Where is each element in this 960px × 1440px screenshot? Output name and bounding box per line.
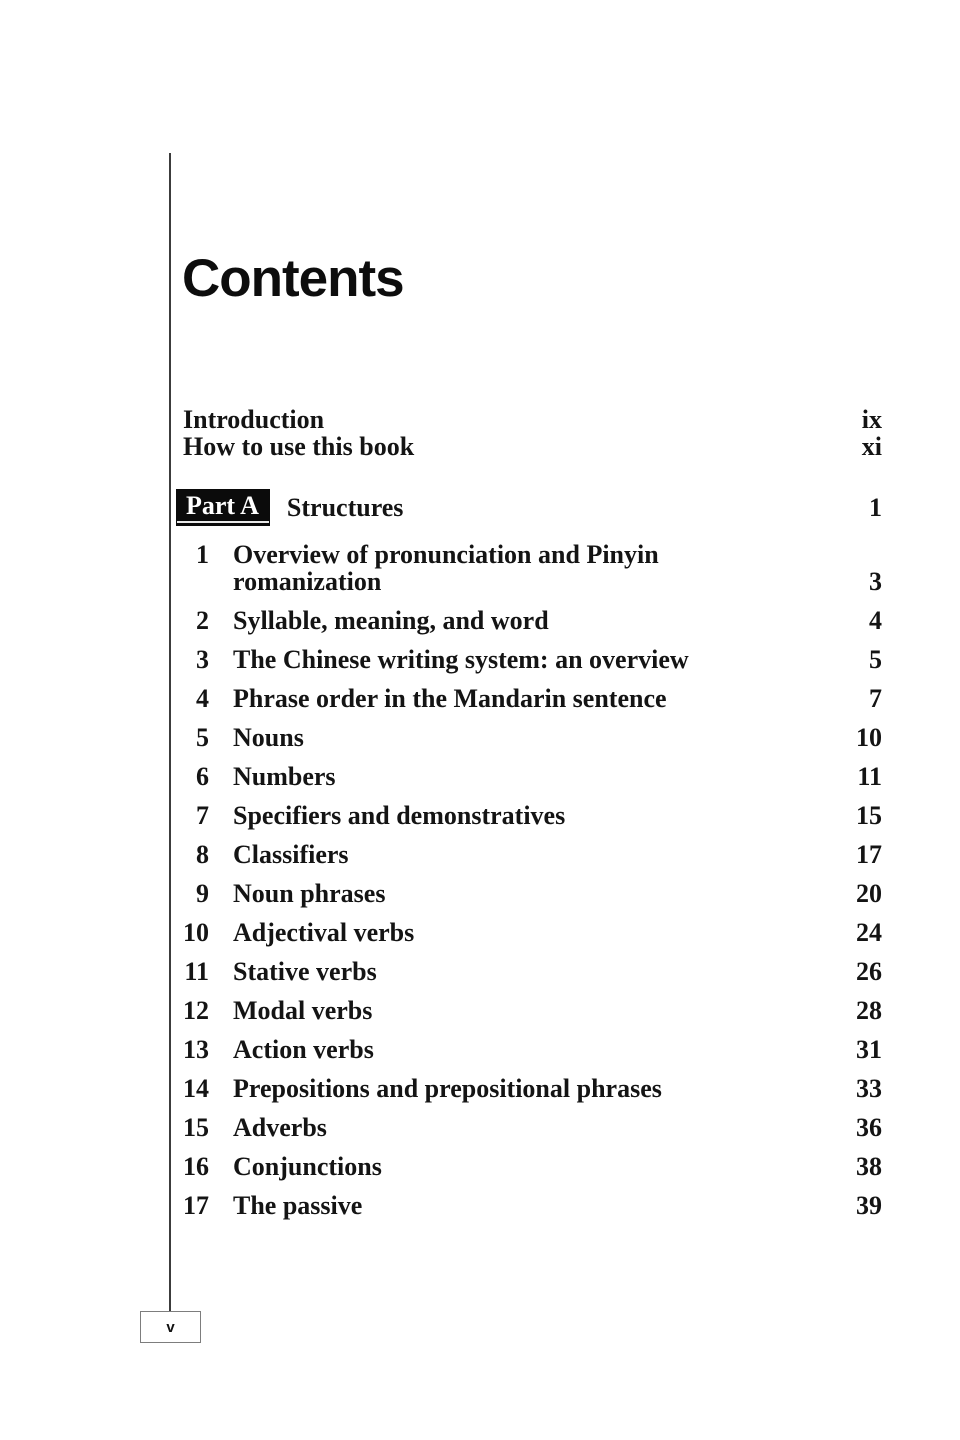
chapter-title: Overview of pronunciation and Pinyin romanization: [233, 540, 659, 596]
chapter-page-number: 7: [869, 684, 882, 713]
chapter-title: Classifiers: [233, 840, 349, 869]
front-matter-label: Introduction: [183, 405, 325, 434]
chapter-number: 9: [196, 879, 209, 908]
chapter-title: Numbers: [233, 762, 336, 791]
chapter-number: 3: [196, 645, 209, 674]
chapter-row: [183, 685, 882, 712]
chapter-page-number: 3: [869, 567, 882, 596]
chapter-title: Modal verbs: [233, 996, 373, 1025]
chapter-number: 5: [196, 723, 209, 752]
chapter-row: [183, 541, 882, 595]
chapter-page-number: 24: [856, 918, 882, 947]
folio-number: v: [166, 1318, 175, 1336]
chapter-page-number: 36: [856, 1113, 882, 1142]
chapter-row: [183, 802, 882, 829]
chapter-title: Specifiers and demonstratives: [233, 801, 566, 830]
chapter-number: 15: [183, 1113, 209, 1142]
chapter-number: 4: [196, 684, 209, 713]
chapter-row: [183, 919, 882, 946]
front-matter-row: [183, 433, 882, 460]
chapter-page-number: 38: [856, 1152, 882, 1181]
chapter-row: [183, 1075, 882, 1102]
margin-rule: [169, 153, 171, 1311]
chapter-title: Nouns: [233, 723, 304, 752]
chapter-page-number: 39: [856, 1191, 882, 1220]
front-matter-page-number: ix: [861, 405, 882, 434]
chapter-row: [183, 607, 882, 634]
chapter-number: 11: [184, 957, 209, 986]
chapter-number: 10: [183, 918, 209, 947]
chapter-row: [183, 958, 882, 985]
chapter-list: [183, 541, 882, 1231]
part-heading-row: [176, 489, 882, 526]
chapter-title: The passive: [233, 1191, 363, 1220]
chapter-page-number: 20: [856, 879, 882, 908]
chapter-title: Conjunctions: [233, 1152, 382, 1181]
chapter-title: Phrase order in the Mandarin sentence: [233, 684, 667, 713]
chapter-row: [183, 1153, 882, 1180]
chapter-row: [183, 1114, 882, 1141]
chapter-page-number: 17: [856, 840, 882, 869]
part-badge: Part A: [176, 489, 270, 526]
page-title: Contents: [182, 249, 404, 308]
chapter-page-number: 10: [856, 723, 882, 752]
chapter-page-number: 28: [856, 996, 882, 1025]
chapter-page-number: 4: [869, 606, 882, 635]
chapter-page-number: 33: [856, 1074, 882, 1103]
folio-box: [140, 1311, 201, 1343]
chapter-row: [183, 880, 882, 907]
front-matter-label: How to use this book: [183, 432, 415, 461]
chapter-title: Adjectival verbs: [233, 918, 415, 947]
chapter-row: [183, 763, 882, 790]
chapter-number: 7: [196, 801, 209, 830]
part-page-number: 1: [869, 492, 882, 522]
chapter-row: [183, 841, 882, 868]
chapter-number: 6: [196, 762, 209, 791]
chapter-row: [183, 1192, 882, 1219]
chapter-page-number: 11: [857, 762, 882, 791]
part-title: Structures: [286, 492, 404, 522]
chapter-row: [183, 646, 882, 673]
chapter-number: 12: [183, 996, 209, 1025]
chapter-number: 14: [183, 1074, 209, 1103]
chapter-page-number: 31: [856, 1035, 882, 1064]
chapter-page-number: 26: [856, 957, 882, 986]
front-matter-page-number: xi: [861, 432, 882, 461]
chapter-title: Noun phrases: [233, 879, 386, 908]
chapter-page-number: 5: [869, 645, 882, 674]
chapter-page-number: 15: [856, 801, 882, 830]
chapter-title: Adverbs: [233, 1113, 327, 1142]
chapter-number: 2: [196, 606, 209, 635]
chapter-number: 8: [196, 840, 209, 869]
chapter-title: The Chinese writing system: an overview: [233, 645, 689, 674]
chapter-row: [183, 1036, 882, 1063]
chapter-number: 17: [183, 1191, 209, 1220]
chapter-number: 1: [196, 540, 209, 569]
chapter-title: Prepositions and prepositional phrases: [233, 1074, 662, 1103]
chapter-row: [183, 997, 882, 1024]
chapter-number: 13: [183, 1035, 209, 1064]
chapter-number: 16: [183, 1152, 209, 1181]
front-matter-row: [183, 406, 882, 433]
chapter-title: Stative verbs: [233, 957, 377, 986]
front-matter-list: [183, 406, 882, 460]
chapter-title: Syllable, meaning, and word: [233, 606, 549, 635]
chapter-title: Action verbs: [233, 1035, 374, 1064]
chapter-row: [183, 724, 882, 751]
